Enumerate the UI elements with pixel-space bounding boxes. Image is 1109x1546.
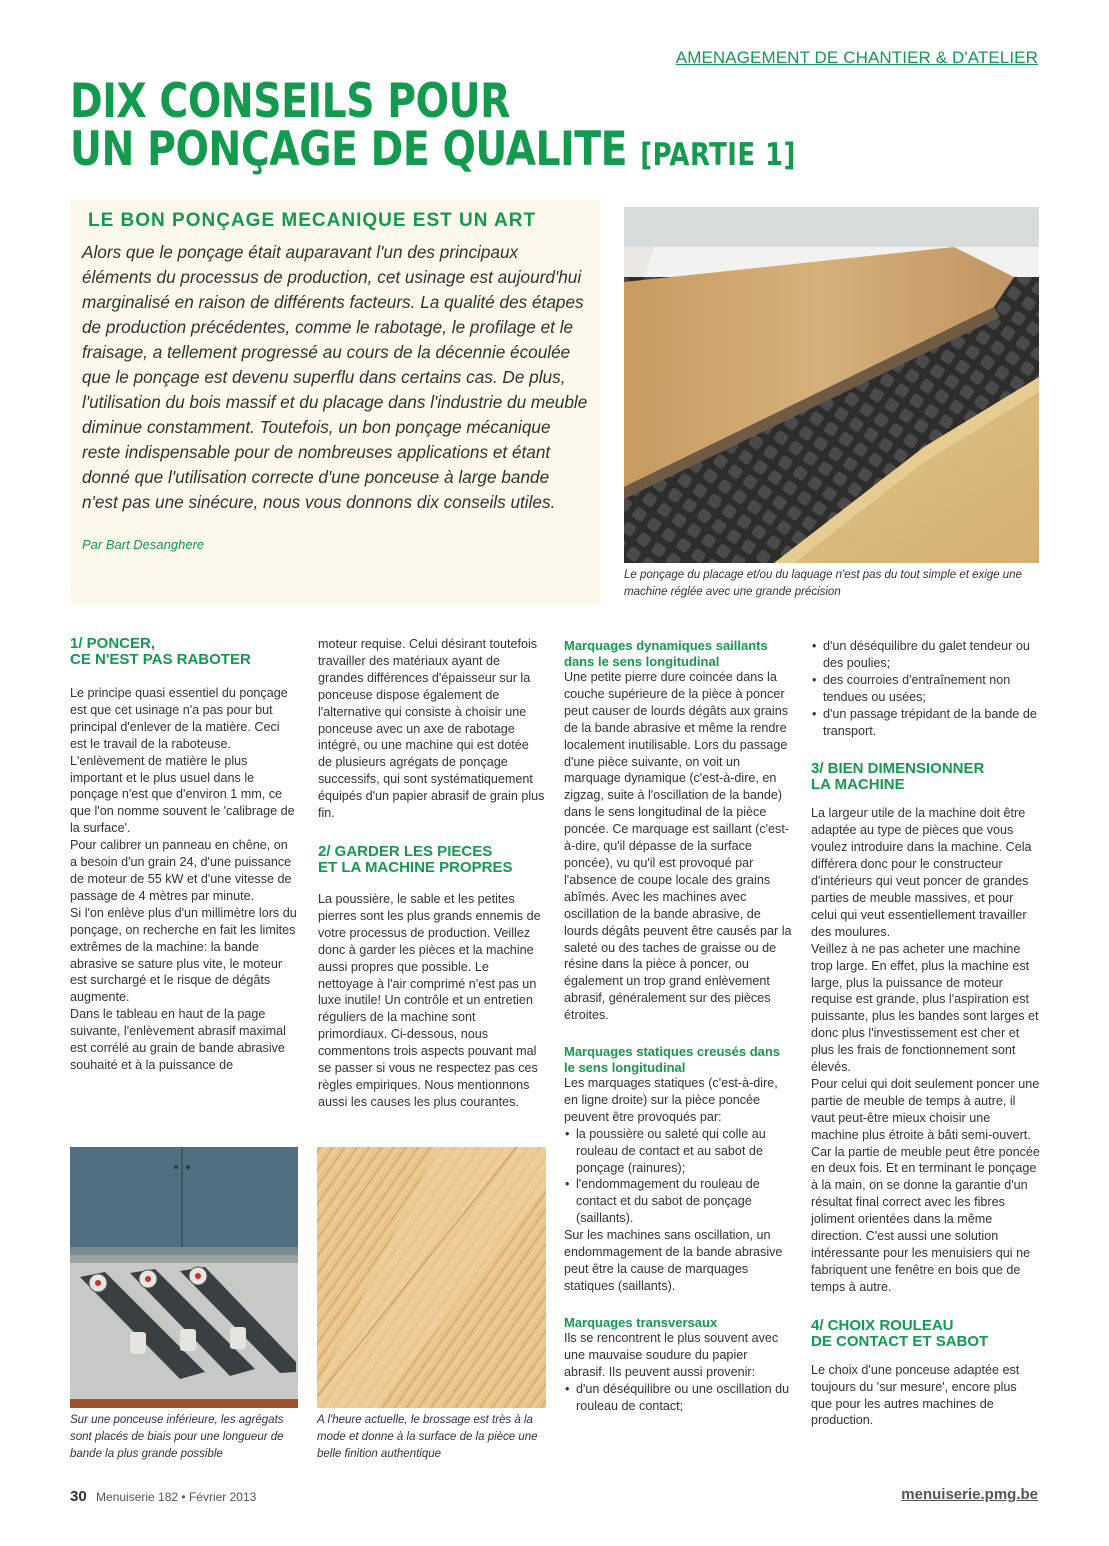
col3-paragraph-4: Ils se rencontrent le plus souvent avec une mauvaise soudure du papier abrasif. Ils peuvent aussi provenir: <box>564 1331 779 1380</box>
intro-heading: LE BON PONÇAGE MECANIQUE EST UN ART <box>88 210 537 231</box>
col2-paragraph-1: moteur requise. Celui désirant toutefois travailler des matériaux ayant de grandes différences d'épaisseur sur la ponceuse dispose également de l'alternative qui consiste à choisir une ponceuse avec un axe de rabotage intégré, ou une machine qui est dotée de plusieurs agrégats de ponçage successifs, qui sont systématiquement équipés d'un papier abrasif de grain plus fin. <box>318 637 545 821</box>
column-2 <box>318 636 546 1111</box>
col1-paragraph-3: Pour calibrer un panneau en chêne, on a besoin d'un grain 24, d'une puissance de moteur de 55 kW et d'une vitesse de passage de 4 mètres par minute. <box>70 838 292 903</box>
subheading-transversal: Marquages transversaux <box>564 1314 718 1330</box>
heading-2 <box>318 844 546 876</box>
title-line-2-text: UN PONÇAGE DE QUALITE <box>70 122 628 177</box>
list-item: • d'un déséquilibre ou une oscillation du rouleau de contact; <box>564 1381 792 1415</box>
col3-paragraph-1: Une petite pierre dure coincée dans la couche supérieure de la pièce à poncer peut causer de lourds dégâts aux grains de la bande abrasive et même la rendre localement inutilisable. Lors du passage d'une pièce suivante, on voit un marquage dynamique (c'est-à-dire, en zigzag, suite à l'oscillation de la bande) dans le sens longitudinal de la pièce poncée. Ce marquage est saillant (c'est-à-dire, qu'il dépasse de la surface poncée), vu qu'il est provoqué par l'absence de coupe locale des grains abîmés. Avec les machines avec oscillation de la bande abrasive, de lourds dégâts peuvent être causés par la saleté ou des taches de graisse ou de résine dans la pièce à poncer, ou également un trop grand enlèvement abrasif, généralement sur des pièces étroites. <box>564 670 792 1023</box>
heading-4 <box>811 1318 1041 1350</box>
byline: Par Bart Desanghere <box>82 537 205 552</box>
column-3 <box>564 638 792 1415</box>
heading-1-line-2: CE N'EST PAS RABOTER <box>70 651 251 668</box>
col3-bullet-list-2 <box>564 1381 792 1415</box>
col1-paragraph-2: L'enlèvement de matière le plus important et le plus usuel dans le ponçage n'est que d'environ 1 mm, ce que l'on nomme souvent le 'calibrage de la surface'. <box>70 753 295 836</box>
col3-paragraph-2: Les marquages statiques (c'est-à-dire, en ligne droite) sur la pièce poncée peuvent être provoqués par: <box>564 1076 778 1124</box>
title-line-1: DIX CONSEILS POUR <box>70 74 510 129</box>
col1-paragraph-4: Si l'on enlève plus d'un millimètre lors du ponçage, on recherche en fait les limites extrêmes de la machine: la bande abrasive se sature plus vite, le moteur est surchargé et le risque de dégâts augmente. <box>70 905 297 1005</box>
list-item: • l'endommagement du rouleau de contact et du sabot de ponçage (saillants). <box>564 1176 792 1227</box>
list-item: • des courroies d'entraînement non tendues ou usées; <box>811 672 1041 706</box>
col4-paragraph-3: Pour celui qui doit seulement poncer une partie de meuble de temps à autre, il vaut peut-être mieux choisir une machine plus étroite à bâti semi-ouvert. Car la partie de meuble peut être poncée en deux fois. Et en terminant le ponçage à la main, on se donne la garantie d'un résultat final correct avec les fibres joliment orientées dans la même direction. C'est aussi une solution intéressante pour les menuisiers qui ne fabriquent une fenêtre en bois que de temps à autre. <box>811 1076 1040 1294</box>
intro-text: Alors que le ponçage était auparavant l'un des principaux éléments du processus de production, cet usinage est aujourd'hui marginalisé en raison de différents facteurs. La qualité des étapes de production précédentes, comme le rabotage, le profilage et le fraisage, a tellement progressé au cours de la décennie écoulée que le ponçage est devenu superflu dans certains cas. De plus, l'utilisation du bois massif et du placage dans l'industrie du meuble diminue constamment. Toutefois, un bon ponçage mécanique reste indispensable pour de nombreuses applications et étant donné que l'utilisation correcte d'une ponceuse à large bande n'est pas une sinécure, nous vous donnons dix conseils utiles. <box>82 242 588 512</box>
col4-paragraph-2: Veillez à ne pas acheter une machine trop large. En effet, plus la machine est large, plus la puissance de moteur requise est grande, plus l'aspiration est puissante, plus les bandes sont larges et donc plus l'investissement est cher et plus les frais de fonctionnement sont élevés. <box>811 941 1039 1075</box>
heading-4-line-2: DE CONTACT ET SABOT <box>811 1332 989 1350</box>
heading-2-line-2: ET LA MACHINE PROPRES <box>318 858 513 876</box>
col2-paragraph-2: La poussière, le sable et les petites pierres sont les plus grands ennemis de votre processus de production. Veillez donc à garder les pièces et la machine aussi propres que possible. Le nettoyage à l'air comprimé n'est pas un luxe inutile! Un contrôle et un entretien réguliers de la machine sont primordiaux. Ci-dessous, nous commentons trois aspects pouvant mal se passer si vous ne respectez pas ces règles empiriques. Nous mentionnons aussi les causes les plus courantes. <box>318 891 541 1109</box>
footer-website-link[interactable]: menuiserie.pmg.be <box>901 1486 1038 1503</box>
heading-3 <box>811 761 1041 793</box>
column-1 <box>70 636 298 1074</box>
intro-box <box>70 200 600 605</box>
col3-bullet-list-1 <box>564 1126 792 1227</box>
caption-wood: A l'heure actuelle, le brossage est très à la mode et donne à la surface de la pièce une belle finition authentique <box>317 1414 538 1460</box>
page-number: 30 <box>70 1488 87 1505</box>
heading-1 <box>70 636 298 668</box>
heading-3-line-2: LA MACHINE <box>811 776 905 794</box>
col1-paragraph-5: Dans le tableau en haut de la page suivante, l'enlèvement abrasif maximal est corrélé au grain de bande abrasive souhaité et à la puissance de <box>70 1007 286 1072</box>
heading-4-line-1: 4/ CHOIX ROULEAU <box>811 1316 954 1334</box>
section-header: AMENAGEMENT DE CHANTIER & D'ATELIER <box>675 48 1038 67</box>
photo-sanding-machine-image <box>70 1147 298 1408</box>
list-item: • la poussière ou saleté qui colle au rouleau de contact et au sabot de ponçage (rainures); <box>564 1126 792 1177</box>
photo-sanding-panels <box>624 207 1039 563</box>
subheading-dynamic: Marquages dynamiques saillants dans le sens longitudinal <box>564 638 768 669</box>
col4-paragraph-4: Le choix d'une ponceuse adaptée est toujours du 'sur mesure', encore plus que pour les autres machines de production. <box>811 1362 1020 1428</box>
col4-paragraph-1: La largeur utile de la machine doit être adaptée au type de pièces que vous voulez introduire dans la machine. Cela différera donc pour le constructeur d'intérieurs qui veut poncer de grandes parties de meuble massives, et pour celui qui veut essentiellement travailler des moulures. <box>811 806 1032 939</box>
heading-2-line-1: 2/ GARDER LES PIECES <box>318 842 493 860</box>
photo-sanding-panels-image <box>624 207 1039 563</box>
caption-top: Le ponçage du placage et/ou du laquage n'est pas du tout simple et exige une machine réglée avec une grande précision <box>624 569 1022 598</box>
title-line-2 <box>70 122 981 179</box>
photo-brushed-wood-image <box>317 1147 546 1408</box>
list-item: • d'un déséquilibre du galet tendeur ou des poulies; <box>811 638 1041 672</box>
col1-paragraph-1: Le principe quasi essentiel du ponçage est que cet usinage n'a pas pour but principal d'enlever de la matière. Ceci est le travail de la raboteuse. <box>70 686 288 751</box>
column-4 <box>811 638 1041 1429</box>
photo-sanding-machine <box>70 1147 298 1408</box>
article-title <box>70 74 981 179</box>
col3-paragraph-3: Sur les machines sans oscillation, un endommagement de la bande abrasive peut être la cause de marquages statiques (saillants). <box>564 1228 783 1293</box>
photo-brushed-wood <box>317 1147 546 1408</box>
issue-info: Menuiserie 182 • Février 2013 <box>96 1490 257 1504</box>
heading-1-line-1: 1/ PONCER, <box>70 635 156 652</box>
heading-3-line-1: 3/ BIEN DIMENSIONNER <box>811 760 985 778</box>
caption-machine: Sur une ponceuse inférieure, les agrégats sont placés de biais pour une longueur de bande la plus grande possible <box>70 1414 284 1460</box>
title-part: [PARTIE 1] <box>640 137 796 173</box>
footer-left <box>70 1488 256 1505</box>
list-item: • d'un passage trépidant de la bande de transport. <box>811 706 1041 740</box>
subheading-static: Marquages statiques creusés dans le sens longitudinal <box>564 1044 781 1075</box>
col4-bullet-list <box>811 638 1041 739</box>
